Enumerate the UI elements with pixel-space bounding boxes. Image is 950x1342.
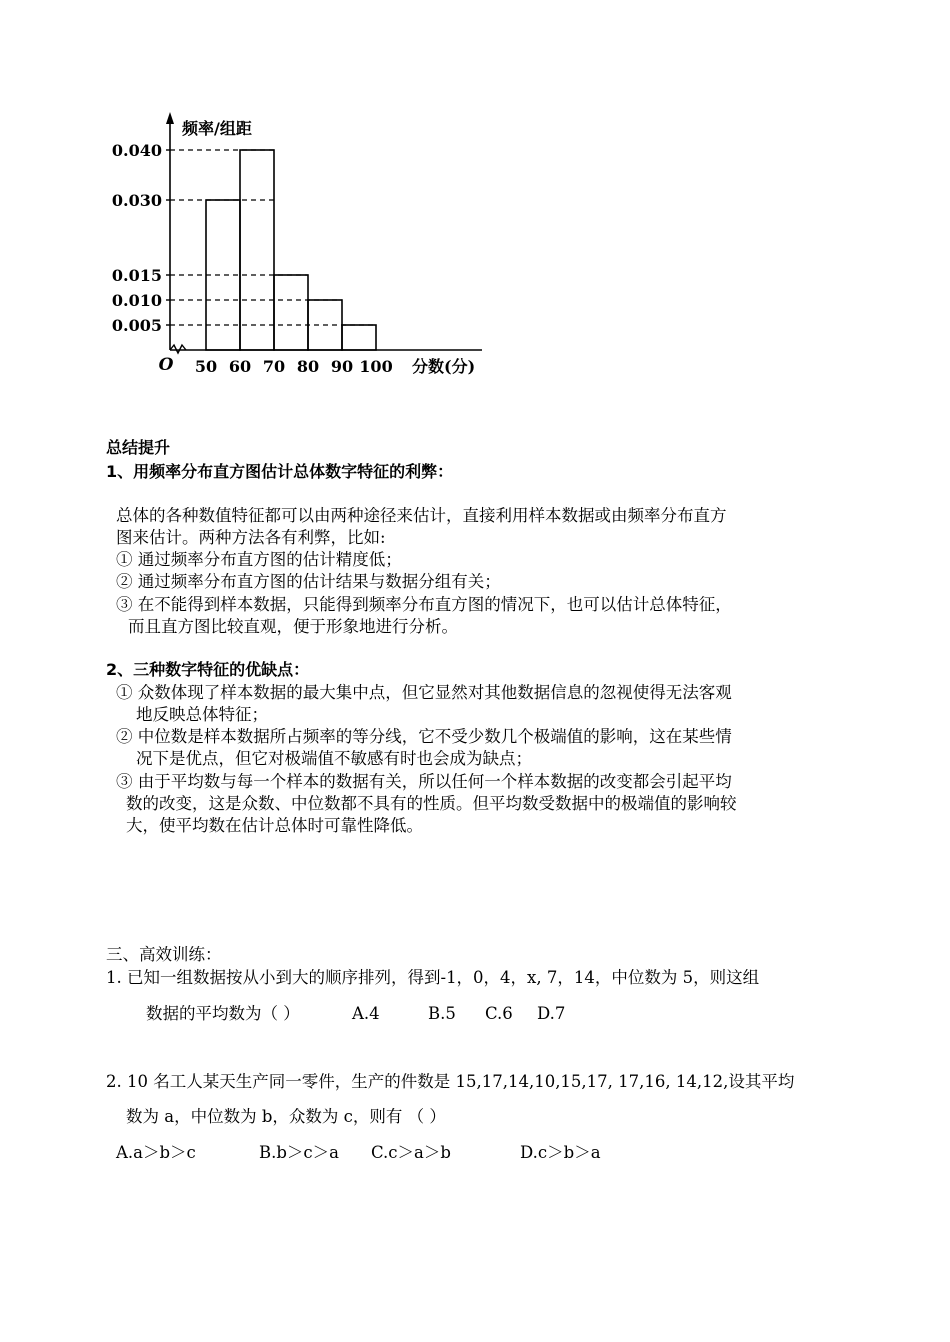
question1-option-c: C.6 — [485, 1004, 513, 1023]
y-tick-label: 0.030 — [111, 191, 162, 210]
question1-option-b: B.5 — [428, 1004, 456, 1023]
section2-item2-line1: ② 中位数是样本数据所占频率的等分线，它不受少数几个极端值的影响，这在某些情 — [116, 727, 732, 746]
question2-line1: 2. 10 名工人某天生产同一零件，生产的件数是 15,17,14,10,15,17, 17,16, 14,12,设其平均 — [106, 1072, 795, 1091]
question2-option-c: C.c＞a＞b — [371, 1143, 451, 1162]
question2-option-a: A.a＞b＞c — [116, 1143, 196, 1162]
x-axis-title: 分数(分) — [412, 357, 476, 376]
section1-item3-line2: 而且直方图比较直观，便于形象地进行分析。 — [128, 617, 458, 636]
chart-guide-lines — [166, 150, 376, 325]
question1-option-a: A.4 — [352, 1004, 380, 1023]
summary-heading: 总结提升 — [106, 438, 171, 457]
chart-labels — [112, 119, 475, 376]
origin-label: O — [158, 355, 174, 375]
histogram-bar — [240, 150, 274, 350]
question2-option-d: D.c＞b＞a — [520, 1143, 601, 1162]
axis-break-mark — [170, 345, 186, 353]
frequency-histogram — [110, 112, 510, 412]
x-tick-label: 50 — [194, 357, 218, 376]
histogram-bar — [274, 275, 308, 350]
question1-line1: 1. 已知一组数据按从小到大的顺序排列，得到-1，0，4，x, 7，14，中位数为 5，则这组 — [106, 968, 760, 987]
question2-line2: 数为 a，中位数为 b，众数为 c，则有 （ ） — [126, 1107, 446, 1126]
section2-item1-line2: 地反映总体特征； — [136, 705, 268, 724]
training-heading: 三、高效训练： — [106, 945, 222, 964]
x-tick-label: 60 — [228, 357, 252, 376]
section1-item1: ① 通过频率分布直方图的估计精度低； — [116, 550, 402, 569]
question1-line2: 数据的平均数为（ ） — [146, 1004, 300, 1023]
chart-axes — [166, 112, 482, 353]
y-tick-label: 0.015 — [111, 266, 162, 285]
section1-item3-line1: ③ 在不能得到样本数据，只能得到频率分布直方图的情况下，也可以估计总体特征， — [116, 595, 732, 614]
y-axis-arrow — [166, 112, 174, 124]
x-tick-label: 80 — [296, 357, 320, 376]
y-tick-label: 0.005 — [111, 316, 162, 335]
section1-item2: ② 通过频率分布直方图的估计结果与数据分组有关； — [116, 572, 501, 591]
section2-title: 2、三种数字特征的优缺点： — [106, 660, 310, 679]
x-tick-label: 100 — [359, 357, 393, 376]
section2-item2-line2: 况下是优点，但它对极端值不敏感有时也会成为缺点； — [136, 749, 532, 768]
section2-item3-line3: 大，使平均数在估计总体时可靠性降低。 — [126, 816, 423, 835]
section2-item3-line2: 数的改变，这是众数、中位数都不具有的性质。但平均数受数据中的极端值的影响较 — [126, 794, 737, 813]
section1-intro-line2: 图来估计。两种方法各有利弊，比如: — [116, 528, 386, 547]
y-axis-title: 频率/组距 — [182, 119, 252, 138]
chart-bars — [206, 150, 376, 350]
y-tick-label: 0.010 — [111, 291, 162, 310]
question2-option-b: B.b＞c＞a — [259, 1143, 340, 1162]
section2-item1-line1: ① 众数体现了样本数据的最大集中点，但它显然对其他数据信息的忽视使得无法客观 — [116, 683, 732, 702]
x-tick-label: 90 — [330, 357, 354, 376]
x-tick-label: 70 — [262, 357, 286, 376]
histogram-bar — [342, 325, 376, 350]
section1-intro-line1: 总体的各种数值特征都可以由两种途径来估计，直接利用样本数据或由频率分布直方 — [116, 506, 727, 525]
section2-item3-line1: ③ 由于平均数与每一个样本的数据有关，所以任何一个样本数据的改变都会引起平均 — [116, 772, 732, 791]
question1-option-d: D.7 — [537, 1004, 566, 1023]
y-tick-label: 0.040 — [111, 141, 162, 160]
section1-title: 1、用频率分布直方图估计总体数字特征的利弊： — [106, 462, 454, 481]
